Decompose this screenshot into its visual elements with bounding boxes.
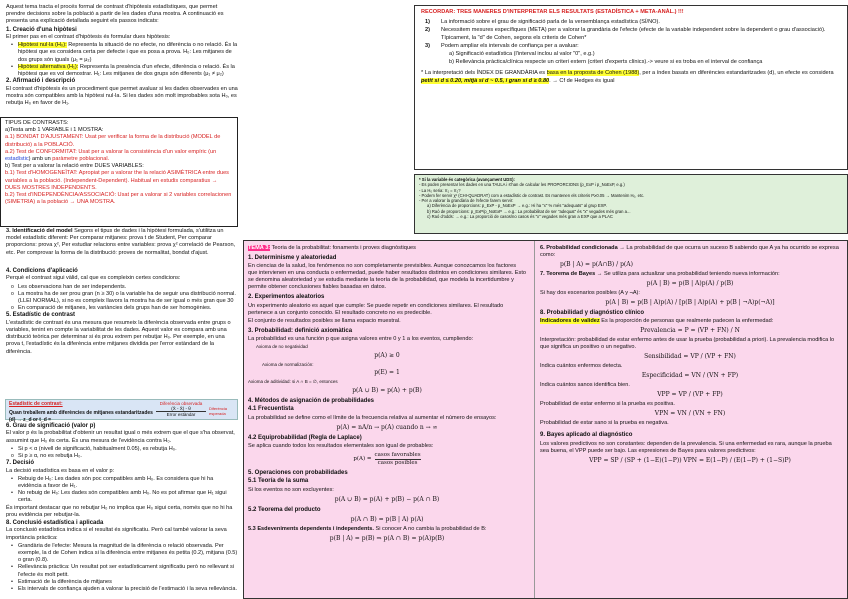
categorical-variable-box [414,174,848,234]
section-8-item: • Grandària de l'efecte: Mesura la magnitud de la diferència o relació observada. Per exemple, la d de Cohen indica si la diferència entre mitjanes és petita (0.2), mitjana (0.5) o gran (0.8). [6,543,238,565]
banner-title: Estadístic de contrast: [9,401,63,407]
remember-item-2: Necessitem mesures específiques (META) per a valorar la grandària de l'efecte (efecte de la variable independent sobre la dependent o grau d'associació). Típicament, la "d" de Cohen, segons els criteris de Cohen* [441,27,826,41]
p-p7: Se utiliza para actualizar una probabilidad teniendo nueva información: [603,271,780,277]
vpp-formula: VP / (VP + FP) [678,391,723,399]
green-line: - Per a valorar la grandària de l'efecte farem servir: [419,198,514,204]
green-line: c) Raó d'odds: → e.g.: La proporció de casos/no casos és "x" vegades més gran a EXP que a PLAC [427,214,613,220]
left-column-lower [6,228,238,258]
contrast-types-b1: b.1) Test d'HOMOGENEÏTAT: Apropiat per a valorar the la relació ASIMÈTRICA entre dues variables a la població. (Independent-Dependent). Habitual en estudis comparatius → DUES MOSTRES INDEPENDENTS. [5,170,229,191]
section-4-item: o En comparació de mitjanes, les variàncies dels grups han de ser homogènies. [6,305,238,312]
contrast-types-a1: a.1) BONDAT D'AJUSTAMENT: Usat per verificar la forma de la distribució (MODEL de distribució) a la POBLACIÓ. [5,134,221,148]
section-4-text: Perquè el contrast sigui vàlid, cal que es compleixin certes condicions: [6,275,181,282]
p-h6: 6. Probabilidad condicionada → [540,245,625,251]
section-6-item: o Si p ≥ α, no es rebutja H₀. [6,453,238,460]
sensitivity-formula: VP / (VP + FN) [690,353,736,361]
specificity-formula: VN / (VN + FP) [691,372,739,380]
remember-note: * La interpretació dels ÍNDEX DE GRANDÀRIA es [421,70,547,77]
section-7-text: La decisió estadística es basa en el valor p: [6,467,115,474]
section-8-text: La conclusió estadística indica si el resultat és significatiu. Però cal també valorar la seva importància pràctica: [6,527,227,541]
formula-laplace [248,452,526,467]
vpn-formula: VN / (VN + FN) [677,410,726,418]
p-h7: 7. Teorema de Bayes → [540,271,603,277]
left-column-mid [6,268,238,357]
vpn-text: Probabilidad de estar sano si la prueba es negativa. [540,420,669,427]
section-7-note: És important destacar que no rebutjar H₀ no implica que H₀ sigui certa, només que no hi ha prou evidència per rebutjar-la. [6,504,233,518]
vpp-text: Probabilidad de estar enfermo si la prueba es positiva. [540,401,675,408]
p-h41: 4.1 Frecuentista [248,406,294,413]
p-p8: Interpretación: probabilidad de estar enfermo antes de usar la prueba (probabilidad a priori). La prevalencia modifica lo que significa un positivo o un negativo. [540,337,835,351]
formula-laplace-num: casos favorables [374,451,421,458]
banner-text: Quan treballem amb diferències de mitjanes estandaritzades (d) → z_d or t_d = [9,410,153,424]
axiom-1: Axioma de no negatividad [256,344,308,350]
validity-label: Indicadores de validez [540,318,600,325]
p-h51: 5.1 Teoría de la suma [248,478,309,485]
p-p6: La probabilidad de que ocurra un suceso B sabiendo que A ya ha ocurrido se expresa como: [540,245,839,258]
remember-item-3b: b) Rellevància pràctica/clínica respecte un criteri extern (criteri d'experts clínics).-> veure si es troba en el interval de confiança [449,59,763,66]
p-h42: 4.2 Equiprobabilidad (Regla de Laplace) [248,434,362,441]
banner-denominator: Error estàndar [166,412,196,417]
tema-3-box [243,240,848,599]
contrast-types-a2-param: paràmetre poblacional. [52,156,110,163]
p-p51: Si los eventos no son excluyentes: [248,486,334,493]
prevalence-formula: (VP + FN) / N [697,327,740,335]
section-6-item: • Si p < α (nivell de significació, habitualment 0.05), es rebutja H₀. [6,446,238,453]
contrast-statistic-banner [5,399,238,424]
remember-box: RECORDAR: TRES MANERES D'INTERPRETAR ELS RESULTATS (ESTADÍSTICA + META-ANÀL.) !!! 1) La informació sobre el grau de significació parla de la versemblança estadística (SÍ/NO). 2) Necessitem mesures específiques (META) per a valorar la grandària de l'efecte (efecte de la variable independent sobre la dependent o grau d'associació). Típicament, la "d" de Cohen, segons els criteris de Cohen* 3) Podem ampliar els intervals de confiança per a avaluar: a) Significació estadística (l'interval inclou al valor "0", e.g.) b) Rellevància pràctica/clínica respecte un criteri extern (criteri d'experts clínics).-> veure si es troba en el interval de confiança * La interpretació dels ÍNDEX DE GRANDÀRIA es basa en la proposta de Cohen (1988), per a índex basats en diferències estandaritzades (d), un efecte es considera petit si d ≤ 0.20, mitjà si d ~ 0.5, i gran si d ≥ 0.80. → Cf de Hedges és igual [414,5,848,170]
section-8-item: • Els intervals de confiança ajuden a valorar la precisió de l'estimació i la seva rellevància. [6,586,238,593]
formula-laplace-den: casos posibles [377,459,418,466]
contrast-types-title: TIPUS DE CONTRASTS: [5,120,69,126]
formula-bayes-total: p(A | B) = p(B | A)p(A) / [p(B | A)p(A) + p(B | ¬A)p(¬A)] [605,299,775,306]
section-2-text: El contrast d'hipòtesis és un procediment que permet avaluar si les dades observades en una mostra són compatibles amb la hipòtesi nul·la. Si les dades són molt improbables sota H₀, es rebutja H₀ en favor de H₁. [6,85,238,107]
formula-laplace-left: p(A) = [353,455,372,462]
remember-item-1: La informació sobre el grau de significació parla de la versemblança estadística (SÍ/NO). [441,19,660,26]
section-8-item: • Rellevància pràctica: Un resultat pot ser estadísticament significatiu però no rellevant si l'efecte és molt petit. [6,564,238,578]
p-h3: 3. Probabilidad: definició axiomàtica [248,327,353,334]
section-7-title: 7. Decisió [6,460,35,467]
section-1-text: El primer pas en el contrast d'hipòtesis és formular dues hipòtesis: [6,34,171,41]
p-h5: 5. Operaciones con probabilidades [248,469,348,476]
remember-item-3: Podem ampliar els intervals de confiança per a avaluar: [441,42,579,49]
p-h2: 2. Experimentos aleatorios [248,294,325,301]
section-3-text: Segons el tipus de dades i la hipòtesi formulada, s'utilitza un model estadístic diferent: Per comparar mitjanes: prova t de Student, Per comparar proporcions: prova χ², Per estudiar relacions entre variables: prova χ² correlació de Pearson, etc. Per comprovar la forma de la distribució: proves de normalitat, bondat d'ajust. [6,228,236,256]
section-2-title: 2. Afirmació i descripció [6,78,76,85]
p-h53: 5.3 Esdeveniments dependents i independents. [248,526,374,533]
formula-axiom-1: p(A) ≥ 0 [374,351,400,359]
contrast-types-a: a)Testa amb 1 VARIABLE i 1 MOSTRA: [5,127,104,134]
sensitivity-text: Indica cuántos enfermos detecta. [540,363,623,370]
p-h1: 1. Determinisme y aleatoriedad [248,255,337,261]
remember-title: RECORDAR: TRES MANERES D'INTERPRETAR ELS RESULTATS (ESTADÍSTICA + META-ANÀL.) !!! [421,9,684,15]
h0-label: Hipòtesi nul·la (H₀): [18,42,67,49]
tema-title: Teoria de la probabilitat: fonaments i proves diagnòstiques [271,245,416,251]
p-h4: 4. Métodos de asignación de probabilidades [248,397,375,404]
intro-text: Aquest tema tracta el procés formal de contrast d'hipòtesis estadístiques, que permet prendre decisions sobre la població a partir de les dades d'una mostra. A continuació es presenta una explicació detallada seguint els passos indicats: [6,4,224,25]
remember-note-thresholds: petit si d ≤ 0.20, mitjà si d ~ 0.5, i gran si d ≥ 0.80 [421,77,550,84]
section-7-item: • No rebuig de H₀: Les dades són compatibles amb H₀. No es pot afirmar que H₁ sigui certa. [6,490,238,504]
formula-axiom-3: p(A ∪ B) = p(A) + p(B) [352,386,422,394]
section-8-title: 8. Conclusió estadística i aplicada [6,520,104,527]
p-p3: La probabilidad es una función p que asigna valores entre 0 y 1 a los eventos, cumpliendo: [248,336,474,343]
p-p42: Se aplica cuando todos los resultados elementales son igual de probables: [248,442,434,449]
tema-3-column-1 [248,245,526,545]
left-column-bottom [6,423,238,593]
vpp-label: VPP = [657,391,677,399]
prevalence-label: Prevalencia = P = [640,327,696,335]
sensitivity-label: Sensibilidad = [644,353,689,361]
contrast-types-a2: a.2) Test de CONFORMITAT: Usat per a valorar la consistència d'un valor empíric (un [5,148,217,155]
column-divider [534,241,535,598]
specificity-label: Especificidad = [641,372,690,380]
formula-frequentist: p(A) = nA/n → p(A) cuando n → ∞ [336,423,438,431]
section-4-item: o Les observacions han de ser independents. [6,284,238,291]
green-line: - La H₀ seria: π₁ = π₂? [419,187,461,193]
green-line: * Si la variable és categòrica (avançament UDS): [419,177,515,182]
axiom-3: Axioma de aditividad: si A ∩ B = ∅, entonces [248,379,338,385]
contrast-types-b: b) Test per a valorar la relació entre DUES VARIABLES: [5,163,144,170]
formula-sum: p(A ∪ B) = p(A) + p(B) − p(A ∩ B) [334,495,440,503]
p-p2b: El conjunto de resultados posibles se llama espacio muestral. [248,317,401,324]
section-7-item: • Rebuig de H₀: Les dades són poc compatibles amb H₀. Es considera que hi ha evidència a favor de H₁. [6,476,238,490]
banner-numerator: (X̄ - X̄) - θ [156,406,206,412]
h1-text: Representa la presència d'un efecte, diferència o relació. És la hipòtesi que es vol demostrar. H₁: Les mitjanes de dos grups són diferents (μ₁ ≠ μ₂) [18,63,235,78]
formula-conditional: p(B | A) = p(A∩B) / p(A) [560,261,633,268]
section-4-title: 4. Condicions d'aplicació [6,268,78,274]
axiom-2: Axioma de normalización: [262,361,314,367]
section-6-text: El valor p és la probabilitat d'obtenir un resultat igual o més extrem que el que s'ha observat, assumint que H₀ és certa. És una mesura de l'evidència contra H₀. [6,430,235,444]
formula-independence: p(B | A) = p(B) ⇒ p(A ∩ B) = p(A)p(B) [329,535,445,543]
green-line: b) Raó de proporcions: p_ExP/p_NoExP → e.g.: La probabilitat de ser "adequat" és "x" vegades més gran a... [427,208,631,214]
tema-3-column-2 [540,245,840,467]
validity-text: Es la proporción de personas que realmente padecen la enfermedad: [601,318,774,325]
formula-product: p(A ∩ B) = p(B | A) p(A) [350,516,424,524]
remember-note-highlight: basa en la proposta de Cohen (1988) [546,70,640,77]
left-column [6,4,238,108]
section-5-title: 5. Estadístic de contrast [6,312,76,319]
h1-label: Hipòtesi alternativa (H₁): [18,63,79,70]
vpn-label: VPN = [654,410,676,418]
remember-note-mid: , per a índex basats en diferències estandaritzades (d), un efecte es considera [639,70,834,77]
p-p53: Si conocer A no cambia la probabilidad de B: [375,526,487,533]
section-5-text: L'estadístic de contrast és una mesura que resumeix la diferència observada entre grups o variables, tenint en compte la variabilitat de les dades. Aquest valor es compara amb una distribució teòrica per determinar si és prou extrem per rebutjar H₀. Per exemple, en una prova t, l'estadístic és la diferència entre mitjanes dividida per l'error estàndard de la diferència. [6,319,231,355]
green-line: a) Diferència de proporcions: p_ExP - p_NoExP → e.g.: Hi ha "x" % més "adequats" al grup EXP. [427,203,607,209]
section-8-item: • Estimació de la diferència de mitjanes [6,579,238,586]
remember-item-3a: a) Significació estadística (l'interval inclou al valor "0", e.g.) [449,51,595,58]
p-h52: 5.2 Teorema del producto [248,506,321,513]
contrast-types-b2: b.2) Test d'INDEPENDÈNCIA/ASSOCIACIÓ: Usat per a valorar si 2 variables correlacionen (SIMETRIA) a la població → UNA MOSTRA. [5,192,232,206]
p-p2: Un experimento aleatorio es aquel que cumple: Se puede repetir en condiciones similares. El resultado pertenece a un conjunto conocido. El resultado concreto no es predecible. [248,302,504,316]
remember-note-end: . → Cf de Hedges és igual [549,77,615,84]
p-h8: 8. Probabilidad y diagnóstico clínico [540,310,645,316]
section-3-title: 3. Identificació del model [6,228,73,234]
formula-axiom-2: p(Ε) = 1 [374,369,400,377]
section-6-title: 6. Grau de significació (valor p) [6,423,96,429]
p-p1: En ciencias de la salud, los fenómenos no son completamente previsibles. Aunque conozcamos los factores que intervienen en una conducta o enfermedad, puede haber resultados distintos en condiciones similares. Esto se denomina aleatoriedad y se estudia mediante la teoría de la probabilidad, que modela la incertidumbre y permite obtener conclusiones fiables basadas en datos. [248,263,526,291]
contrast-types-a2-post: ) amb un [28,156,53,163]
tema-label: TEMA 3: [248,245,271,251]
banner-diff-observed: Diferència observada [159,401,203,406]
banner-diff-expected: Diferència esperada [209,406,228,416]
formula-bayes: p(A | B) = p(B | A)p(A) / p(B) [646,280,734,287]
h0-text: Representa la situació de no efecte, no diferència o no relació. És la hipòtesi que es considera certa per defecte i que es posa a prova. H₀: Les mitjanes de dos grups són iguals (μ₁ = μ₂) [18,42,238,63]
green-line: - Podem fer servir χ² (CHI-QUADRAT) com a estadístic de contrast. Es mantenen els criteris P≥0.05 → Mantenim H₀, etc. [419,192,645,198]
p-p7b: Si hay dos escenarios posibles (A y ¬A): [540,290,640,296]
p-p9: Los valores predictivos no son constantes: dependen de la prevalencia. Si una enfermedad es rara, aunque la prueba sea buena, el VPP puede ser bajo. Las expresiones de Bayes para valores predictivos: [540,440,832,454]
contrast-types-box [0,117,238,227]
contrast-types-a2-stat: estadístic [5,156,29,163]
specificity-text: Indica cuántos sanos identifica bien. [540,382,630,389]
p-p41: La probabilidad se define como el límite de la frecuencia relativa al aumentar el número de ensayos: [248,414,497,421]
section-1-title: 1. Creació d'una hipòtesi [6,26,77,33]
green-line: - Es poden presentar les dades en una TAULA i s'han de calcular les PROPORCIONS (p_ExP i p_NoExP, e.g.) [419,182,625,188]
p-h9: 9. Bayes aplicado al diagnóstico [540,432,633,439]
section-4-item: o La mostra ha de ser prou gran (n ≥ 30) o la variable ha de seguir una distribució normal. (LLEI NORMAL), si no es compleix llavors la mostra ha de ser igual o més gran que 30 [6,291,238,305]
formula-predictive: VPP = SP / (SP + (1−E)(1−P)) VPN = E(1−P) / (E(1−P) + (1−S)P) [589,456,791,464]
